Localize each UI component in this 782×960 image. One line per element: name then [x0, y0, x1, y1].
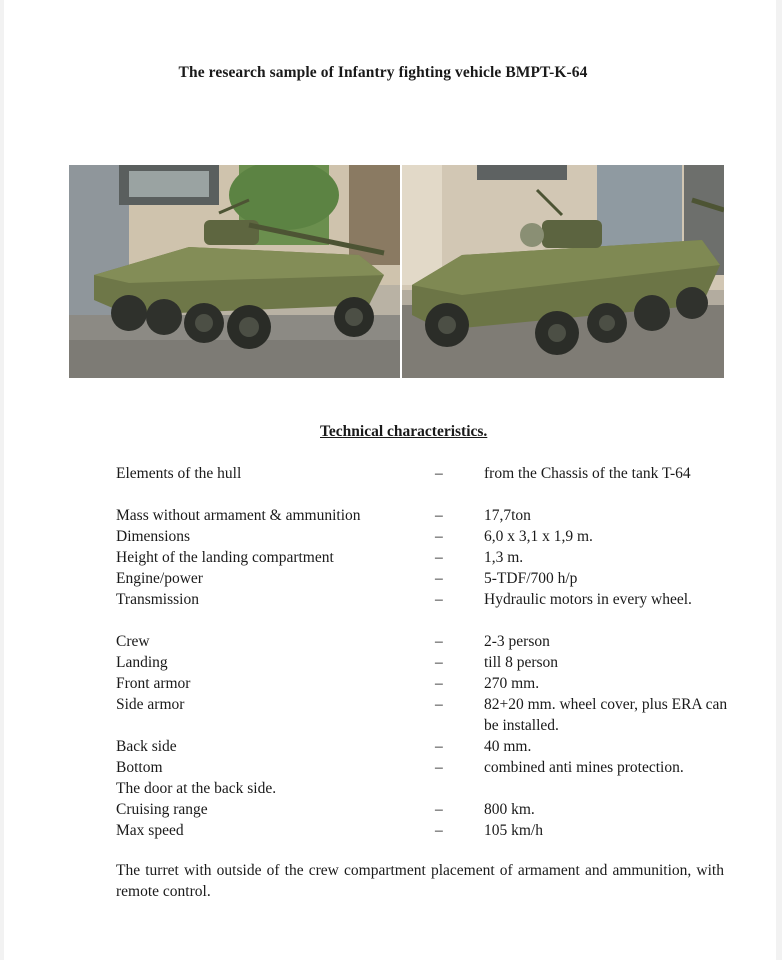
document-page: [4, 0, 776, 960]
spec-dash: –: [435, 633, 443, 650]
spec-label: Back side: [116, 738, 177, 755]
spec-value: till 8 person: [484, 654, 559, 671]
spec-label: Crew: [116, 633, 150, 650]
spec-label: Height of the landing compartment: [116, 549, 334, 566]
spec-value: Hydraulic motors in every wheel.: [484, 591, 692, 608]
spec-dash: –: [435, 801, 443, 818]
spec-value: 6,0 x 3,1 x 1,9 m.: [484, 528, 593, 545]
vehicle-photo-right-image: [402, 165, 724, 378]
spec-dash: –: [435, 654, 443, 671]
spec-dash: –: [435, 675, 443, 692]
spec-value: 82+20 mm. wheel cover, plus ERA can be installed.: [484, 696, 728, 734]
spec-dash: –: [435, 591, 443, 608]
spec-value: 1,3 m.: [484, 549, 524, 566]
spec-dash: –: [435, 465, 443, 482]
spec-label: Mass without armament & ammunition: [116, 507, 361, 524]
spec-label: Bottom: [116, 759, 163, 776]
spec-label: Side armor: [116, 696, 185, 713]
spec-dash: –: [435, 507, 443, 524]
turret-note: The turret with outside of the crew compartment placement of armament and ammunition, with remote control.: [116, 862, 724, 900]
spec-value: 40 mm.: [484, 738, 532, 755]
section-heading: Technical characteristics.: [320, 423, 488, 440]
spec-dash: –: [435, 759, 443, 776]
spec-label: Cruising range: [116, 801, 208, 818]
spec-label: Dimensions: [116, 528, 191, 545]
document-title: The research sample of Infantry fighting vehicle BMPT-K-64: [178, 64, 588, 81]
spec-dash: –: [435, 549, 443, 566]
spec-dash: –: [435, 696, 443, 713]
spec-value: from the Chassis of the tank T-64: [484, 465, 691, 482]
spec-label: Engine/power: [116, 570, 203, 587]
spec-dash: –: [435, 738, 443, 755]
spec-label: Transmission: [116, 591, 199, 608]
spec-dash: –: [435, 528, 443, 545]
spec-value: 17,7ton: [484, 507, 531, 524]
spec-value: 270 mm.: [484, 675, 540, 692]
spec-label: Elements of the hull: [116, 465, 242, 482]
spec-value: combined anti mines protection.: [484, 759, 684, 776]
spec-label: Max speed: [116, 822, 184, 839]
vehicle-photo-right: [402, 165, 724, 378]
spec-label: The door at the back side.: [116, 780, 277, 797]
spec-value: 105 km/h: [484, 822, 543, 839]
spec-label: Landing: [116, 654, 168, 671]
spec-value: 5-TDF/700 h/p: [484, 570, 578, 587]
vehicle-photo-left-image: [69, 165, 400, 378]
spec-value: 2-3 person: [484, 633, 550, 650]
vehicle-photo-left: [69, 165, 400, 378]
spec-dash: –: [435, 570, 443, 587]
spec-dash: –: [435, 822, 443, 839]
spec-label: Front armor: [116, 675, 191, 692]
spec-value: 800 km.: [484, 801, 535, 818]
